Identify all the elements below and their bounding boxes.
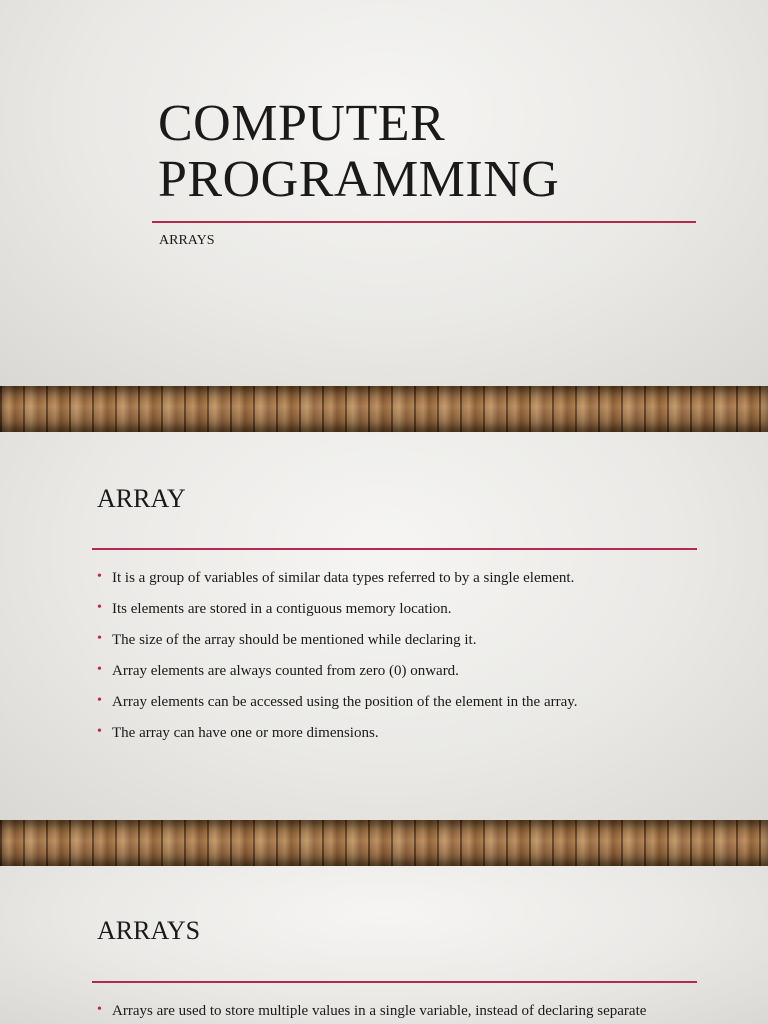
heading-divider [92, 981, 697, 983]
bullet-item [97, 691, 697, 722]
bullet-item [97, 1000, 697, 1024]
bullet-text: The size of the array should be mentioned while declaring it. [112, 632, 477, 648]
bullet-text: Its elements are stored in a contiguous memory location. [112, 601, 452, 617]
bullet-list [97, 1000, 697, 1024]
bullet-icon: • [97, 693, 102, 708]
array-slide [0, 432, 768, 820]
bullet-icon: • [97, 600, 102, 615]
bullet-item [97, 629, 697, 660]
bullet-item [97, 722, 697, 753]
bullet-icon: • [97, 1002, 102, 1017]
bullet-text: Array elements can be accessed using the position of the element in the array. [112, 694, 578, 710]
slide-subtitle: ARRAYS [159, 233, 215, 248]
bullet-icon: • [97, 569, 102, 584]
wood-floor-band-1 [0, 386, 768, 432]
bullet-text: It is a group of variables of similar data types referred to by a single element. [112, 570, 575, 586]
bullet-text: Arrays are used to store multiple values in a single variable, instead of declaring separate [112, 1003, 647, 1019]
bullet-icon: • [97, 662, 102, 677]
slide-heading: ARRAYS [97, 916, 201, 945]
slide-heading: ARRAY [97, 484, 186, 513]
title-divider [152, 221, 696, 223]
slide-title [158, 96, 559, 208]
title-slide [0, 0, 768, 386]
arrays-slide [0, 866, 768, 1024]
bullet-item [97, 660, 697, 691]
slide-title-line-2: PROGRAMMING [158, 151, 560, 208]
bullet-item [97, 598, 697, 629]
bullet-text: Array elements are always counted from zero (0) onward. [112, 663, 459, 679]
bullet-text: The array can have one or more dimensions. [112, 725, 379, 741]
wood-floor-band-2 [0, 820, 768, 866]
bullet-icon: • [97, 631, 102, 646]
slide-title-line-1: COMPUTER [158, 95, 446, 152]
bullet-list [97, 567, 697, 753]
bullet-item [97, 567, 697, 598]
heading-divider [92, 548, 697, 550]
bullet-icon: • [97, 724, 102, 739]
